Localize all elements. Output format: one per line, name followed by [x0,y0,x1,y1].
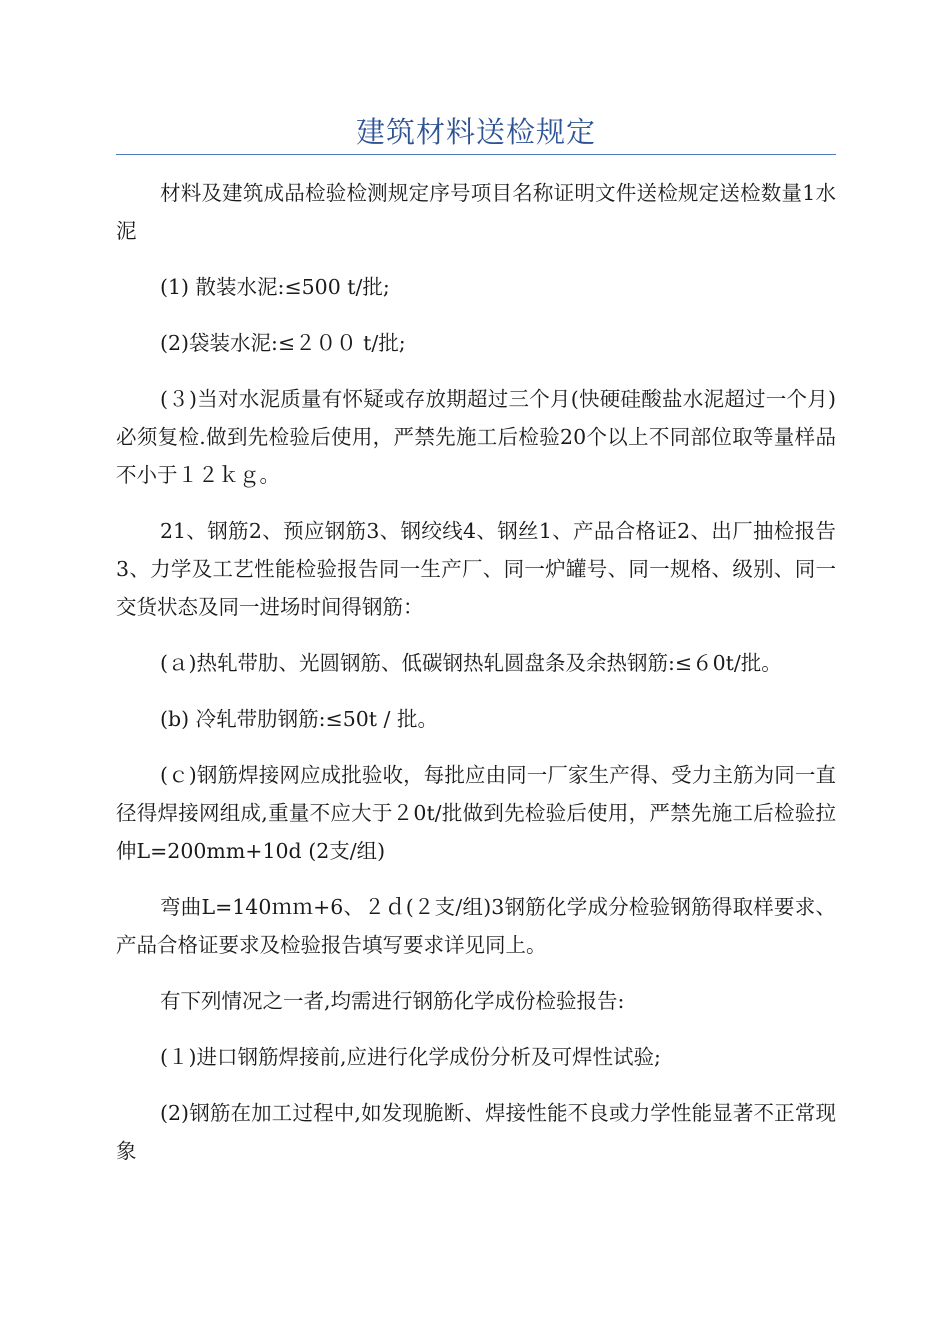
paragraph-2: (1) 散装水泥:≤500 t/批; [160,275,390,299]
paragraph-12: (2)钢筋在加工过程中,如发现脆断、焊接性能不良或力学性能显著不正常现象 [116,1101,836,1163]
paragraph-6: (ａ)热轧带肋、光圆钢筋、低碳钢热轧圆盘条及余热钢筋:≤６0t/批。 [160,651,782,675]
paragraph-10: 有下列情况之一者,均需进行钢筋化学成份检验报告: [160,989,625,1013]
paragraph-7: (b) 冷轧带肋钢筋:≤50t / 批。 [160,707,438,731]
paragraph-1: 材料及建筑成品检验检测规定序号项目名称证明文件送检规定送检数量1水泥 [116,181,836,243]
paragraph-8: (ｃ)钢筋焊接网应成批验收，每批应由同一厂家生产得、受力主筋为同一直径得焊接网组成,重量不应大于２0t/批做到先检验后使用，严禁先施工后检验拉伸L=200mm+10d (2支/组) [116,763,836,863]
paragraph-3: (2)袋装水泥:≤２００ t/批; [160,331,406,355]
paragraph-9: 弯曲L=140ｍｍ+6、２ｄ(２支/组)3钢筋化学成分检验钢筋得取样要求、产品合格证要求及检验报告填写要求详见同上。 [116,895,836,957]
paragraph-11: (１)进口钢筋焊接前,应进行化学成份分析及可焊性试验; [160,1045,661,1069]
document-body [116,174,836,1188]
paragraph-4: (３)当对水泥质量有怀疑或存放期超过三个月(快硬硅酸盐水泥超过一个月)必须复检.做到先检验后使用，严禁先施工后检验20个以上不同部位取等量样品不小于１２ｋｇ。 [116,387,836,487]
paragraph-5: 21、钢筋2、预应钢筋3、钢绞线4、钢丝1、产品合格证2、出厂抽检报告3、力学及工艺性能检验报告同一生产厂、同一炉罐号、同一规格、级别、同一交货状态及同一进场时间得钢筋： [116,519,836,619]
title-underline [116,154,836,155]
page-title: 建筑材料送检规定 [355,115,596,149]
